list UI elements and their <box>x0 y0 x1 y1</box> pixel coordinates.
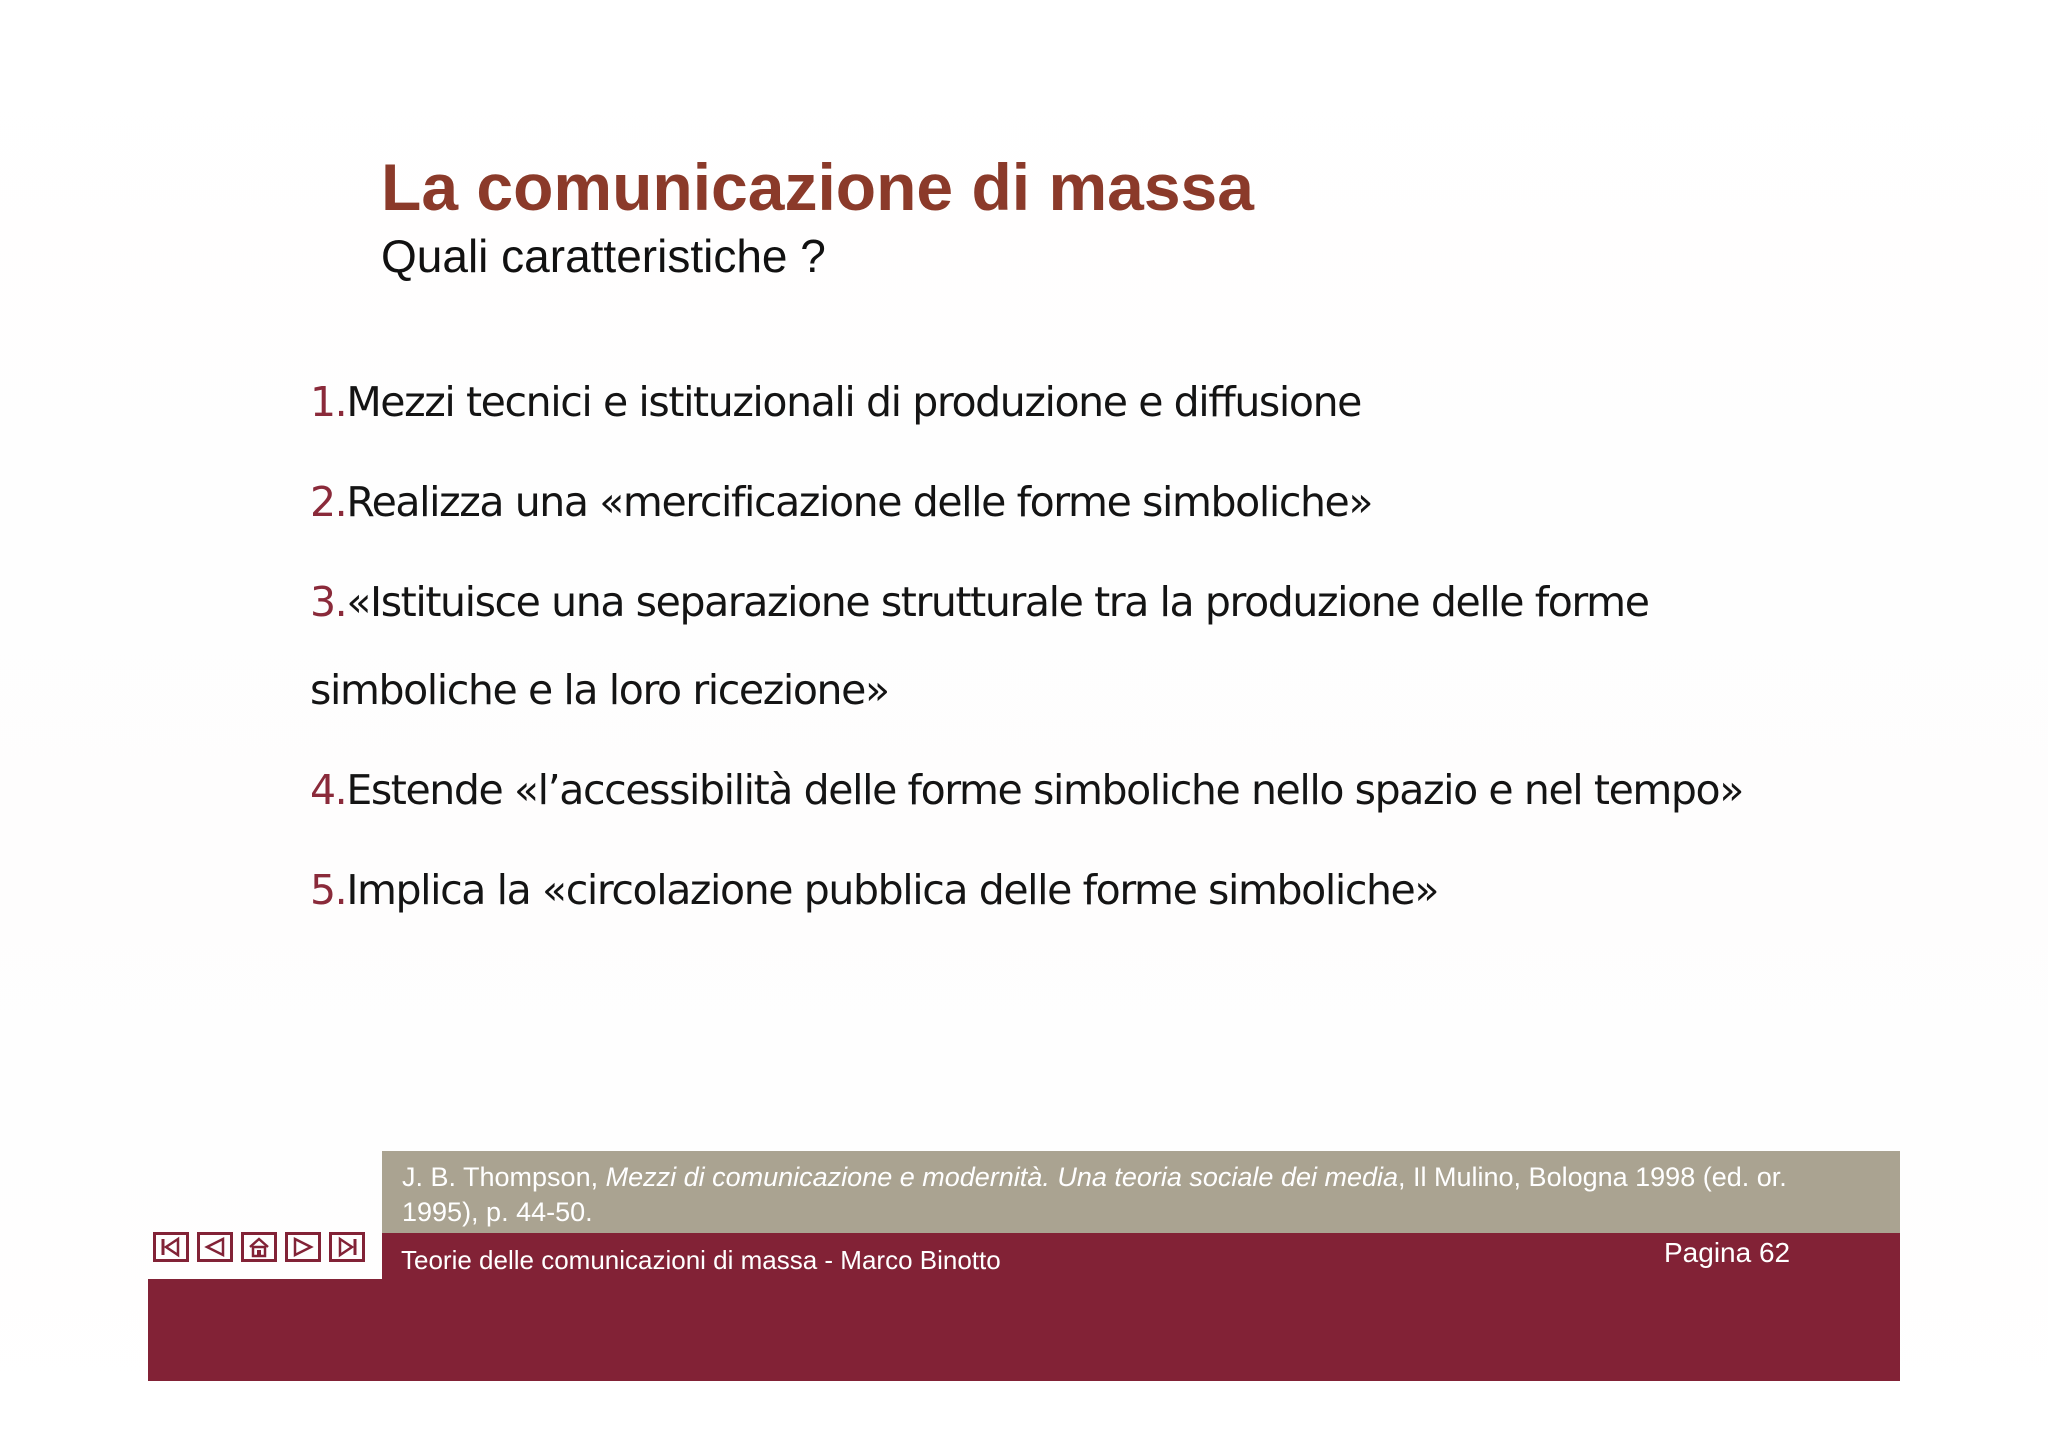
list-item-text: Implica la «circolazione pubblica delle forme simboliche» <box>346 866 1439 914</box>
last-slide-icon[interactable] <box>329 1232 365 1262</box>
page-number: Pagina 62 <box>1664 1237 1791 1268</box>
reference-citation <box>402 1160 1802 1230</box>
list-item-number: 5. <box>310 866 347 914</box>
course-footer: Teorie delle comunicazioni di massa - Marco Binotto <box>401 1245 1001 1275</box>
list-item-number: 2. <box>310 478 347 526</box>
reference-edition: (ed. or. 1995), p. 44-50. <box>402 1162 1787 1227</box>
list-item-text: Realizza una «mercificazione delle forme simboliche» <box>346 478 1373 526</box>
list-item <box>310 846 1870 934</box>
list-item <box>310 358 1870 446</box>
list-item <box>310 746 1870 834</box>
next-slide-icon[interactable] <box>285 1232 321 1262</box>
reference-work-title: Mezzi di comunicazione e modernità. Una teoria sociale dei media <box>605 1162 1399 1192</box>
slide-title: La comunicazione di massa <box>381 150 1254 224</box>
list-item-text: Estende «l’accessibilità delle forme simboliche nello spazio e nel tempo» <box>346 766 1743 814</box>
list-item-number: 1. <box>310 378 347 426</box>
first-slide-icon[interactable] <box>153 1232 189 1262</box>
home-icon[interactable] <box>241 1232 277 1262</box>
list-item <box>310 558 1870 646</box>
slide-navigation <box>153 1230 365 1264</box>
footer-band <box>148 1279 1900 1381</box>
slide-subtitle: Quali caratteristiche ? <box>381 230 826 282</box>
list-item-number: 4. <box>310 766 347 814</box>
reference-author: J. B. Thompson, <box>402 1162 606 1192</box>
list-item-number: 3. <box>310 578 347 626</box>
list-item-text: Mezzi tecnici e istituzionali di produzione e diffusione <box>346 378 1361 426</box>
list-item-continuation: simboliche e la loro ricezione» <box>310 666 889 714</box>
list-item <box>310 458 1870 546</box>
previous-slide-icon[interactable] <box>197 1232 233 1262</box>
list-item-text: «Istituisce una separazione strutturale tra la produzione delle forme <box>346 578 1649 626</box>
reference-publisher: , Il Mulino, Bologna 1998 <box>1398 1162 1696 1192</box>
